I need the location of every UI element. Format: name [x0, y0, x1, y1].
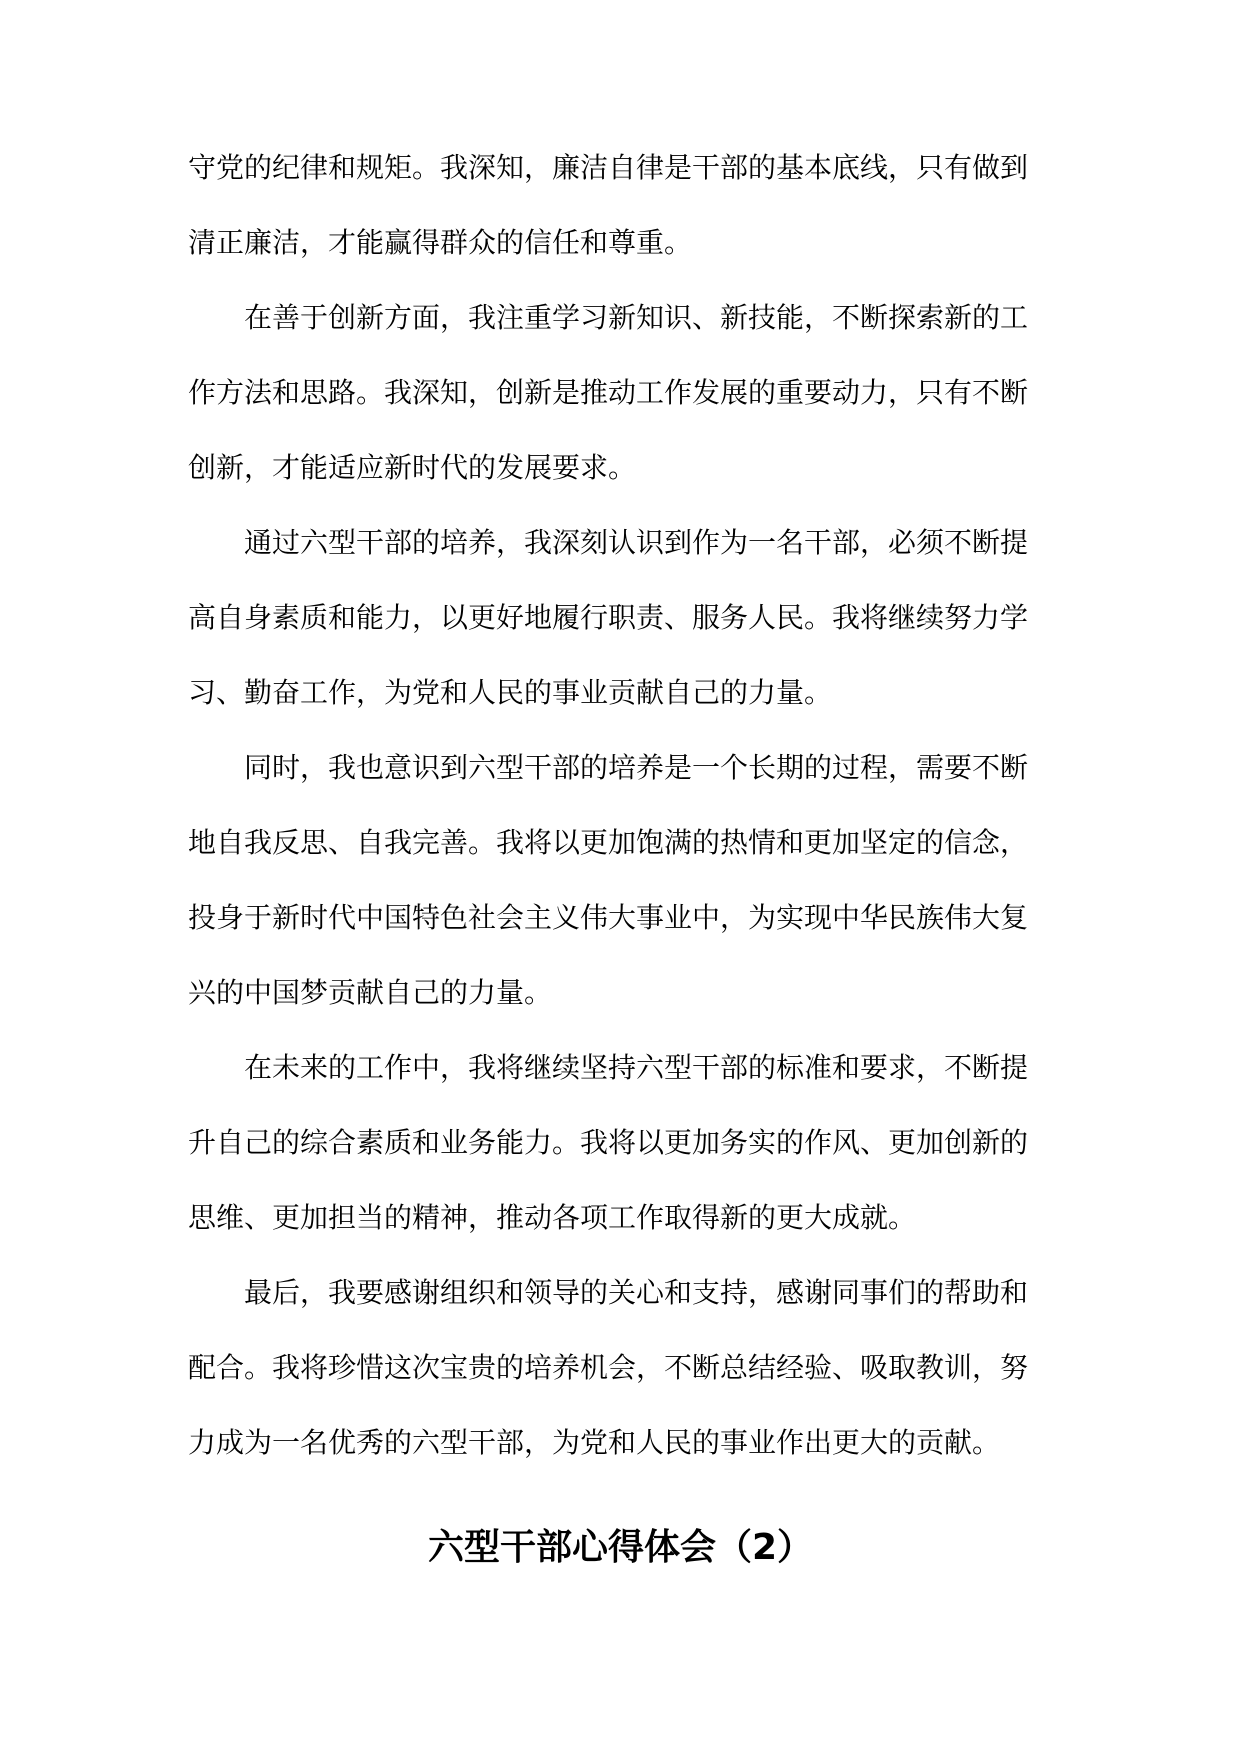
paragraph-line: 兴的中国梦贡献自己的力量。: [188, 976, 553, 1009]
paragraph-line: 守党的纪律和规矩。我深知，廉洁自律是干部的基本底线，只有做到: [188, 151, 1029, 184]
paragraph-line: 作方法和思路。我深知，创新是推动工作发展的重要动力，只有不断: [188, 376, 1029, 409]
paragraph-line: 最后，我要感谢组织和领导的关心和支持，感谢同事们的帮助和: [244, 1276, 1029, 1309]
body-text: [188, 130, 1058, 1480]
paragraph-line: 同时，我也意识到六型干部的培养是一个长期的过程，需要不断: [244, 751, 1029, 784]
paragraph-line: 通过六型干部的培养，我深刻认识到作为一名干部，必须不断提: [244, 526, 1029, 559]
paragraph-line: 力成为一名优秀的六型干部，为党和人民的事业作出更大的贡献。: [188, 1426, 1001, 1459]
paragraph-line: 思维、更加担当的精神，推动各项工作取得新的更大成就。: [188, 1201, 917, 1234]
paragraph-line: 高自身素质和能力，以更好地履行职责、服务人民。我将继续努力学: [188, 601, 1029, 634]
paragraph-line: 在未来的工作中，我将继续坚持六型干部的标准和要求，不断提: [244, 1051, 1029, 1084]
section-heading: 六型干部心得体会（2）: [427, 1527, 814, 1568]
paragraph-line: 升自己的综合素质和业务能力。我将以更加务实的作风、更加创新的: [188, 1126, 1029, 1159]
paragraph-line: 清正廉洁，才能赢得群众的信任和尊重。: [188, 226, 693, 259]
paragraph-line: 在善于创新方面，我注重学习新知识、新技能，不断探索新的工: [244, 301, 1029, 334]
paragraph-line: 投身于新时代中国特色社会主义伟大事业中，为实现中华民族伟大复: [188, 901, 1029, 934]
paragraph-line: 习、勤奋工作，为党和人民的事业贡献自己的力量。: [188, 676, 833, 709]
paragraph-line: 地自我反思、自我完善。我将以更加饱满的热情和更加坚定的信念，: [188, 826, 1029, 859]
paragraph-line: 配合。我将珍惜这次宝贵的培养机会，不断总结经验、吸取教训，努: [188, 1351, 1029, 1384]
paragraph-line: 创新，才能适应新时代的发展要求。: [188, 451, 637, 484]
